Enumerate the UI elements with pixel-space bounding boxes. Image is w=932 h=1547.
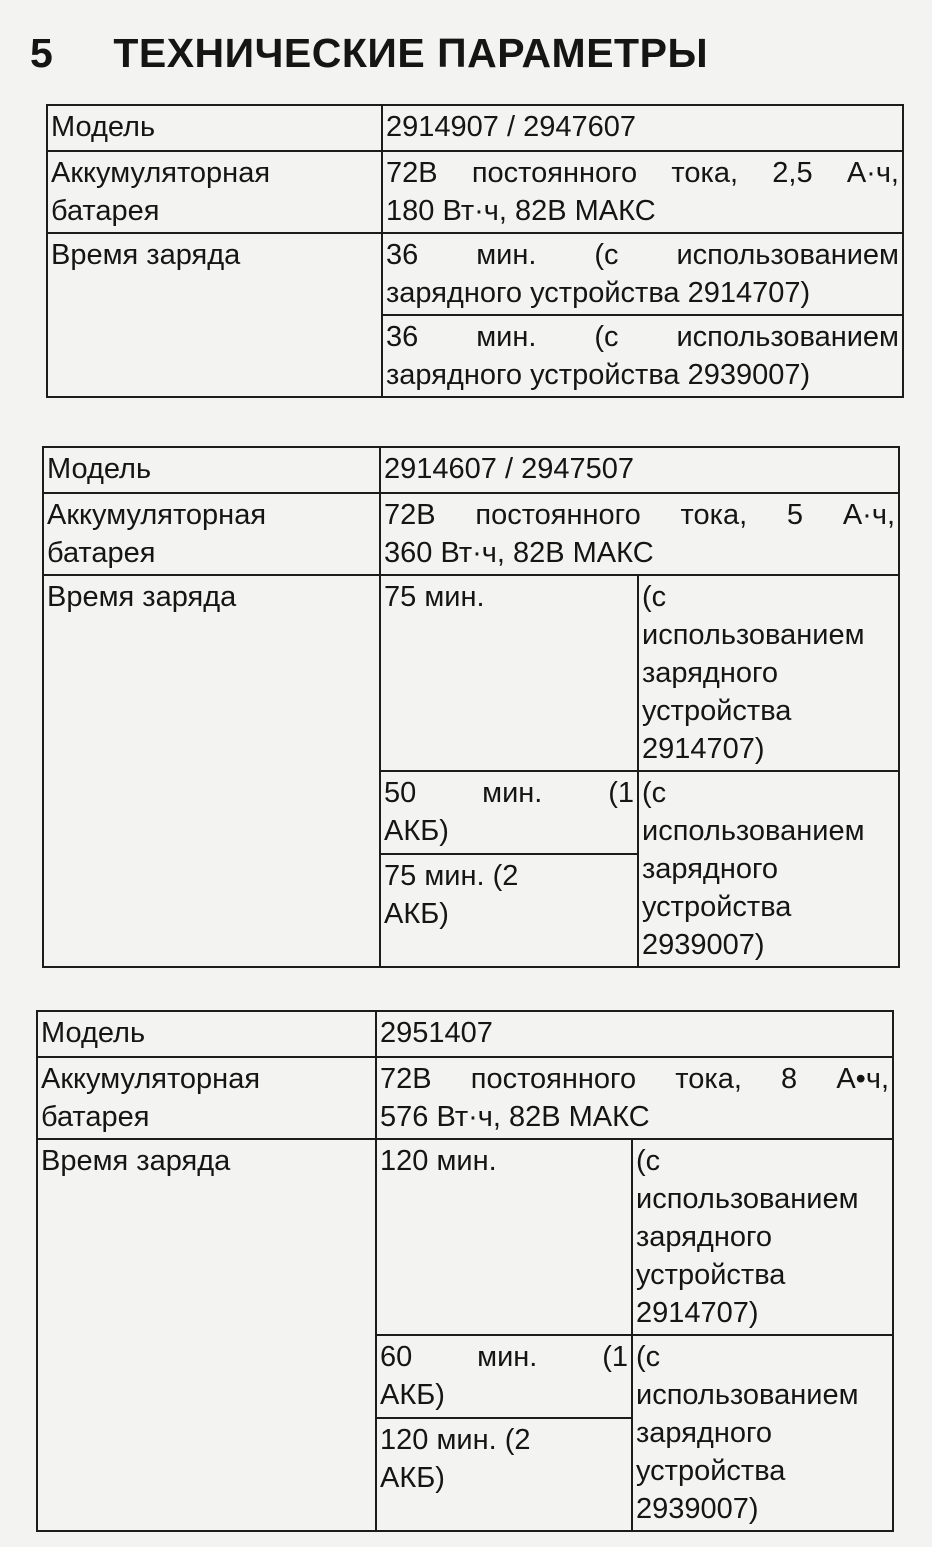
battery-value: [380, 493, 899, 575]
charger-note-line: устройства: [636, 1455, 786, 1487]
model-label: Модель: [47, 105, 382, 151]
charger-note-line: устройства: [642, 891, 792, 923]
battery-value-line: 72В постоянного тока, 2,5 А·ч,: [386, 157, 899, 189]
charger-note-line: (с: [642, 777, 667, 809]
battery-value-line: 72В постоянного тока, 8 А•ч,: [380, 1063, 889, 1095]
charge-line: 36 мин. (с использованием: [386, 321, 899, 353]
charger-note-line: устройства: [642, 695, 792, 727]
battery-value-line: 180 Вт·ч, 82В МАКС: [386, 195, 656, 227]
charger-note-line: 2939007): [636, 1493, 759, 1525]
charge-line: 75 мин. (2: [384, 859, 519, 892]
charger-note-line: (с: [636, 1145, 661, 1177]
charge-time-value: [376, 1418, 632, 1531]
battery-label: [37, 1057, 376, 1139]
charger-note-line: 2914707): [636, 1297, 759, 1329]
battery-label-line: Аккумуляторная: [47, 499, 267, 531]
charge-time-label: Время заряда: [43, 575, 380, 967]
charger-note-line: 2939007): [642, 929, 765, 961]
battery-value: [382, 151, 903, 233]
charge-time-value: [376, 1335, 632, 1418]
charger-note-line: зарядного: [642, 853, 779, 885]
battery-value-line: 360 Вт·ч, 82В МАКС: [384, 537, 654, 569]
charge-time-value: [382, 315, 903, 397]
charge-line: АКБ): [384, 897, 449, 930]
charge-time-value: 120 мин.: [376, 1139, 632, 1335]
spec-table-2: [42, 446, 900, 968]
charger-note: [632, 1335, 893, 1531]
model-label: Модель: [37, 1011, 376, 1057]
section-title: ТЕХНИЧЕСКИЕ ПАРАМЕТРЫ: [113, 30, 709, 76]
battery-label-line: батарея: [51, 195, 160, 227]
charger-note-line: 2914707): [642, 733, 765, 765]
battery-label-line: Аккумуляторная: [51, 157, 271, 189]
battery-label: [47, 151, 382, 233]
charge-line: АКБ): [380, 1379, 445, 1411]
spec-table-1: [46, 104, 904, 398]
section-heading: [30, 30, 708, 77]
charge-time-value: 75 мин.: [380, 575, 638, 771]
charge-line: 60 мин. (1: [380, 1341, 628, 1373]
model-value: 2951407: [376, 1011, 893, 1057]
charge-line: зарядного устройства 2939007): [386, 359, 811, 391]
charger-note: [632, 1139, 893, 1335]
battery-value: [376, 1057, 893, 1139]
charger-note-line: зарядного: [636, 1221, 773, 1253]
charge-time-label: Время заряда: [47, 233, 382, 397]
charge-line: АКБ): [384, 815, 449, 847]
charger-note-line: устройства: [636, 1259, 786, 1291]
battery-value-line: 72В постоянного тока, 5 А·ч,: [384, 499, 896, 531]
charge-time-value: [380, 771, 638, 854]
charge-line: АКБ): [380, 1461, 445, 1494]
charger-note: [638, 771, 899, 967]
charge-time-label: Время заряда: [37, 1139, 376, 1531]
charger-note-line: использованием: [636, 1183, 859, 1215]
charger-note-line: зарядного: [642, 657, 779, 689]
model-value: 2914607 / 2947507: [380, 447, 899, 493]
charger-note-line: зарядного: [636, 1417, 773, 1449]
charger-note-line: (с: [636, 1341, 661, 1373]
battery-label-line: батарея: [47, 537, 156, 569]
charge-time-value: [380, 854, 638, 967]
charge-time-value: [382, 233, 903, 315]
battery-label-line: Аккумуляторная: [41, 1063, 261, 1095]
battery-value-line: 576 Вт·ч, 82В МАКС: [380, 1101, 650, 1133]
spec-table-3: [36, 1010, 894, 1532]
charger-note-line: использованием: [642, 619, 865, 651]
battery-label: [43, 493, 380, 575]
charger-note: [638, 575, 899, 771]
charger-note-line: использованием: [636, 1379, 859, 1411]
charge-line: 50 мин. (1: [384, 777, 634, 809]
model-value: 2914907 / 2947607: [382, 105, 903, 151]
charger-note-line: (с: [642, 581, 667, 613]
section-number: 5: [30, 30, 54, 76]
charge-line: 36 мин. (с использованием: [386, 239, 899, 271]
battery-label-line: батарея: [41, 1101, 150, 1133]
charger-note-line: использованием: [642, 815, 865, 847]
model-label: Модель: [43, 447, 380, 493]
charge-line: зарядного устройства 2914707): [386, 277, 811, 309]
charge-line: 120 мин. (2: [380, 1423, 531, 1456]
